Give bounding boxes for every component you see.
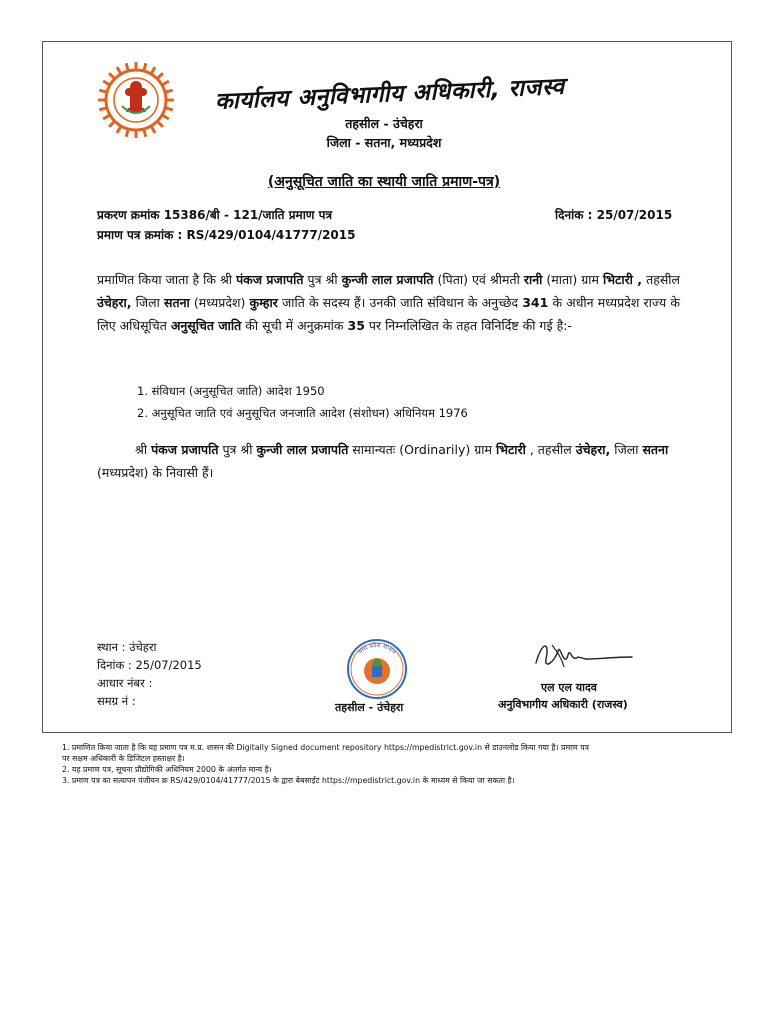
district-name: सतना: [164, 295, 190, 310]
district-line: जिला - सतना, मध्यप्रदेश: [326, 135, 442, 150]
village-name: भिटारी: [495, 442, 526, 457]
village-name: भिटारी ,: [603, 272, 643, 287]
footnote: 3. प्रमाण पत्र का सत्यापन पंजीयन क्र RS/429/0104/41777/2015 के द्वारा बेबसाईट https://mpedistrict.gov.in के माध्यम से किया जा सकता है।: [62, 776, 515, 785]
caste-name: कुम्हार: [249, 295, 278, 310]
applicant-name: पंकज प्रजापति: [151, 442, 219, 457]
residence-paragraph: श्री पंकज प्रजापति पुत्र श्री कुन्जी लाल प्रजापति सामान्यतः (Ordinarily) ग्राम भिटारी , तहसील उंचेहरा, जिला सतना (मध्यप्रदेश) के निवासी हैं।: [97, 442, 669, 480]
signature-icon: [528, 633, 638, 677]
issue-date: दिनांक : 25/07/2015: [555, 208, 673, 222]
caste-category: अनुसूचित जाति: [170, 318, 242, 333]
tehsil-name: उंचेहरा,: [97, 295, 132, 310]
aadhaar-field: आधार नंबर :: [97, 676, 153, 690]
footnote: 1. प्रमाणित किया जाता है कि यह प्रमाण पत्र म.प्र. शासन की Digitally Signed document repository https://mpedistrict.gov.in से डाउनलोड किया गया है। प्रमाण पत्र: [62, 743, 589, 752]
samagra-field: समग्र नं :: [97, 694, 136, 708]
tehsil-line: तहसील - उंचेहरा: [345, 116, 423, 131]
orders-list: [137, 380, 468, 424]
svg-text:मध्य प्रदेश शासन: मध्य प्रदेश शासन: [357, 641, 397, 656]
certification-paragraph: प्रमाणित किया जाता है कि श्री पंकज प्रजापति पुत्र श्री कुन्जी लाल प्रजापति (पिता) एवं श्रीमती रानी (माता) ग्राम भिटारी , तहसील उंचेहरा, जिला सतना (मध्यप्रदेश) कुम्हार जाति के सदस्य हैं। उनकी जाति संविधान के अनुच्छेद 341 के अधीन मध्यप्रदेश राज्य के लिए अधिसूचित अनुसूचित जाति की सूची में अनुक्रमांक 35 पर निम्नलिखित के तहत विनिर्दिष्ट की गई है:-: [97, 272, 680, 333]
footnote: पर सक्षम अधिकारी के डिजिटल हस्ताक्षर है।: [62, 754, 185, 763]
applicant-name: पंकज प्रजापति: [236, 272, 304, 287]
list-item: 2. अनुसूचित जाति एवं अनुसूचित जनजाति आदेश (संशोधन) अधिनियम 1976: [137, 406, 468, 420]
father-name: कुन्जी लाल प्रजापति: [256, 442, 349, 457]
office-title: कार्यालय अनुविभागीय अधिकारी, राजस्व: [214, 73, 566, 115]
tehsil-name: उंचेहरा,: [575, 442, 611, 457]
district-name: सतना: [642, 442, 669, 457]
officer-title: अनुविभागीय अधिकारी (राजस्व): [498, 698, 628, 711]
place-field: स्थान : उंचेहरा: [97, 640, 157, 654]
government-seal-icon: [346, 638, 408, 700]
list-item: 1. संविधान (अनुसूचित जाति) आदेश 1950: [137, 384, 325, 398]
date-field: दिनांक : 25/07/2015: [97, 658, 202, 672]
footer-details: [97, 638, 202, 710]
footnote: 2. यह प्रमाण पत्र, सूचना प्रौद्योगिकी अधिनियम 2000 के अंतर्गत मान्य है।: [62, 765, 272, 774]
seal-label: तहसील - उंचेहरा: [335, 701, 404, 714]
certificate-number: प्रमाण पत्र क्रमांक : RS/429/0104/41777/2015: [97, 228, 356, 242]
serial-number: 35: [347, 318, 365, 333]
case-number: प्रकरण क्रमांक 15386/बी - 121/जाति प्रमाण पत्र: [97, 208, 333, 222]
article-number: 341: [522, 295, 549, 310]
officer-name: एल एल यादव: [541, 681, 597, 694]
footnotes: [62, 742, 712, 786]
certificate-heading: (अनुसूचित जाति का स्थायी जाति प्रमाण-पत्र): [267, 174, 501, 190]
mother-name: रानी: [523, 272, 543, 287]
father-name: कुन्जी लाल प्रजापति: [341, 272, 434, 287]
